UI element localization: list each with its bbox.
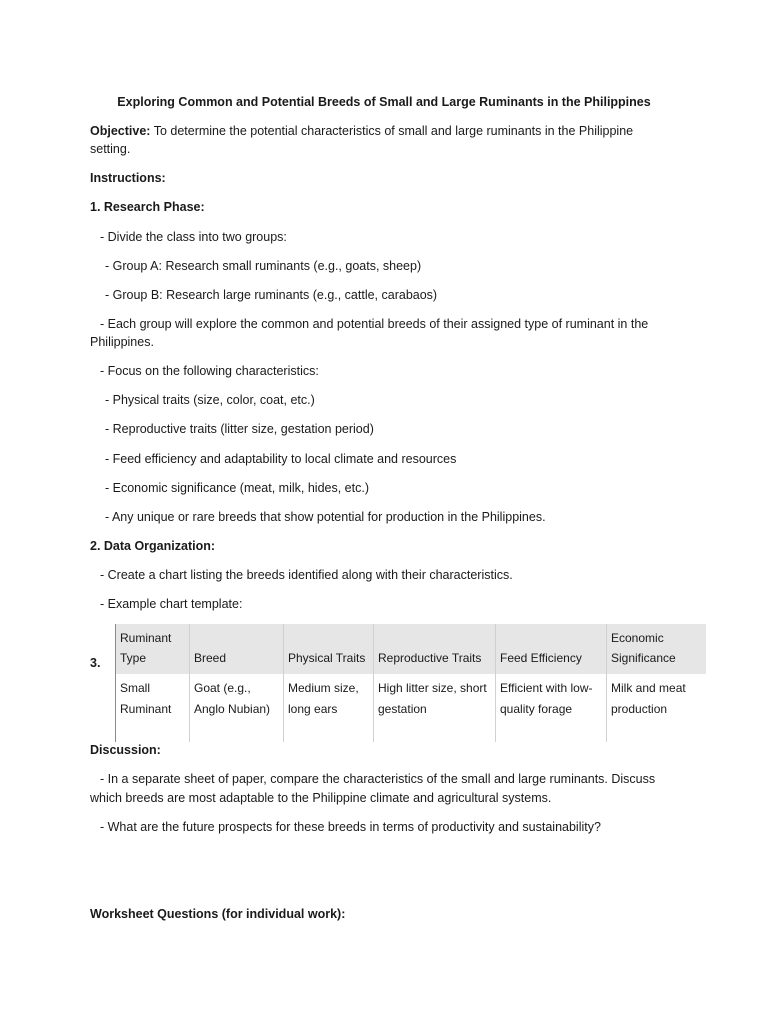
- objective-text: To determine the potential characteristics of small and large ruminants in the Philippine: [153, 124, 634, 138]
- objective-line-1: [90, 122, 633, 141]
- header-physical-traits: Physical Traits: [284, 624, 374, 674]
- group-a-text: - Group A: Research small ruminants (e.g., goats, sheep): [105, 259, 422, 273]
- cell-economic-significance: Milk and meat production: [607, 674, 706, 742]
- cell-ruminant-type: Small Ruminant: [116, 674, 190, 742]
- header-ruminant-type: Ruminant Type: [116, 624, 190, 674]
- explore-line-1: - Each group will explore the common and potential breeds of their assigned type of ruminant in the: [100, 317, 649, 331]
- chart-template-table-wrapper: [115, 624, 705, 742]
- header-economic-significance: Economic Significance: [607, 624, 706, 674]
- discussion-compare-line-2: which breeds are most adaptable to the Philippine climate and agricultural systems.: [90, 791, 552, 805]
- focus-text: - Focus on the following characteristics:: [100, 364, 319, 378]
- discussion-compare-line-1: - In a separate sheet of paper, compare the characteristics of the small and large ruminants. Discuss: [100, 772, 656, 786]
- create-chart-text: - Create a chart listing the breeds identified along with their characteristics.: [100, 568, 513, 582]
- data-organization-heading: 2. Data Organization:: [90, 539, 216, 553]
- trait-physical: - Physical traits (size, color, coat, etc.): [105, 393, 315, 407]
- divide-groups-text: - Divide the class into two groups:: [100, 230, 287, 244]
- trait-reproductive: - Reproductive traits (litter size, gestation period): [105, 422, 374, 436]
- header-reproductive-traits: Reproductive Traits: [374, 624, 496, 674]
- item-number: 3.: [90, 656, 101, 670]
- objective-label: Objective:: [90, 124, 151, 138]
- research-phase-heading: 1. Research Phase:: [90, 200, 205, 214]
- trait-unique-breeds: - Any unique or rare breeds that show potential for production in the Philippines.: [105, 510, 546, 524]
- cell-breed: Goat (e.g., Anglo Nubian): [190, 674, 284, 742]
- chart-template-table: [115, 624, 706, 742]
- document-title: Exploring Common and Potential Breeds of Small and Large Ruminants in the Philippines: [117, 95, 651, 109]
- table-row: [116, 674, 706, 742]
- cell-physical-traits: Medium size, long ears: [284, 674, 374, 742]
- header-breed: Breed: [190, 624, 284, 674]
- header-feed-efficiency: Feed Efficiency: [496, 624, 607, 674]
- cell-feed-efficiency: Efficient with low-quality forage: [496, 674, 607, 742]
- trait-feed-efficiency: - Feed efficiency and adaptability to local climate and resources: [105, 452, 457, 466]
- discussion-heading: Discussion:: [90, 743, 161, 757]
- objective-line-2: setting.: [90, 142, 131, 156]
- explore-line-2: Philippines.: [90, 335, 154, 349]
- cell-reproductive-traits: High litter size, short gestation: [374, 674, 496, 742]
- example-chart-text: - Example chart template:: [100, 597, 243, 611]
- worksheet-questions-heading: Worksheet Questions (for individual work):: [90, 907, 346, 921]
- discussion-future-text: - What are the future prospects for these breeds in terms of productivity and sustainability?: [100, 820, 601, 834]
- instructions-heading: Instructions:: [90, 171, 166, 185]
- table-header-row: [116, 624, 706, 674]
- trait-economic: - Economic significance (meat, milk, hides, etc.): [105, 481, 369, 495]
- group-b-text: - Group B: Research large ruminants (e.g., cattle, carabaos): [105, 288, 438, 302]
